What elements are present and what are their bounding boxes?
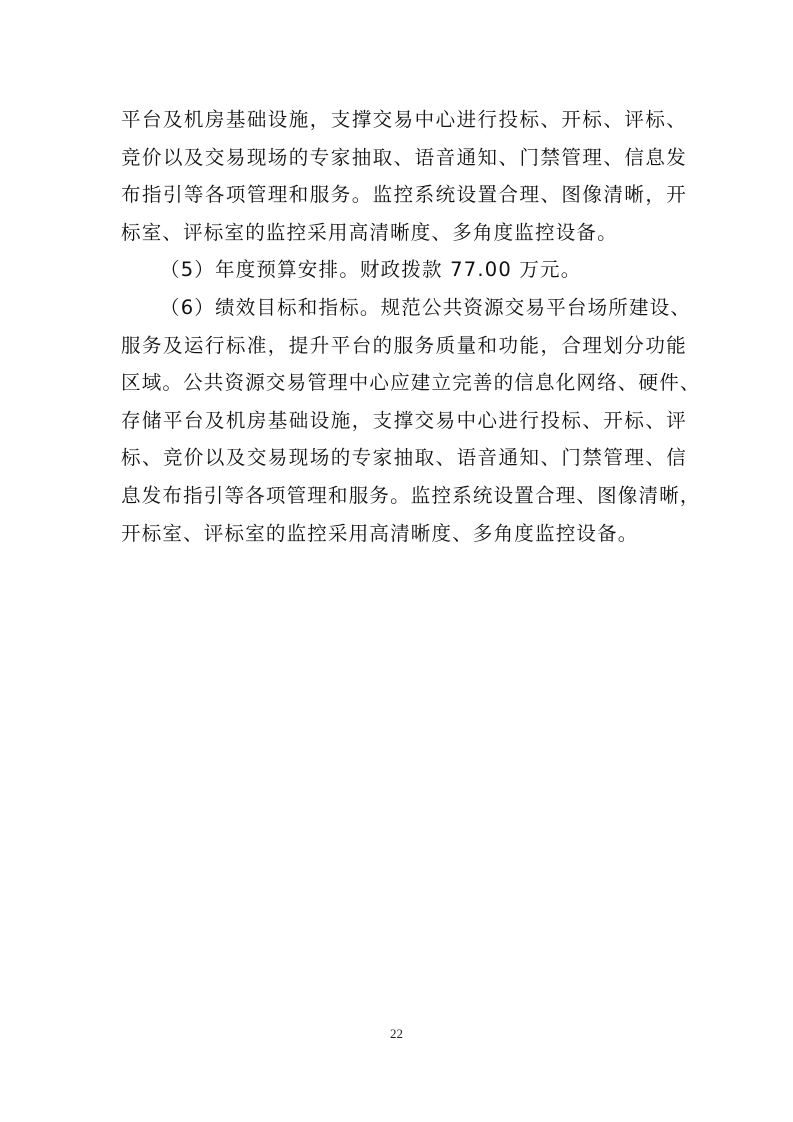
text-line-4: 标室、评标室的监控采用高清晰度、多角度监控设备。 bbox=[121, 220, 618, 244]
text-line-12: 开标室、评标室的监控采用高清晰度、多角度监控设备。 bbox=[121, 521, 639, 545]
text-line-8: 区域。公共资源交易管理中心应建立完善的信息化网络、硬件、 bbox=[121, 371, 701, 395]
page-number: 22 bbox=[390, 1026, 403, 1041]
text-line-9: 存储平台及机房基础设施，支撑交易中心进行投标、开标、评 bbox=[121, 408, 687, 432]
text-line-6: （6）绩效目标和指标。规范公共资源交易平台场所建设、 bbox=[160, 295, 692, 319]
text-line-11: 息发布指引等各项管理和服务。监控系统设置合理、图像清晰， bbox=[121, 483, 701, 507]
text-line-2: 竞价以及交易现场的专家抽取、语音通知、门禁管理、信息发 bbox=[121, 145, 687, 169]
text-line-3: 布指引等各项管理和服务。监控系统设置合理、图像清晰，开 bbox=[121, 183, 687, 207]
text-line-1: 平台及机房基础设施，支撑交易中心进行投标、开标、评标、 bbox=[121, 108, 687, 131]
text-line-10: 标、竞价以及交易现场的专家抽取、语音通知、门禁管理、信 bbox=[121, 446, 687, 470]
body-text bbox=[121, 101, 701, 552]
budget-paragraph: （5）年度预算安排。财政拨款 77.00 万元。 bbox=[160, 258, 582, 282]
text-line-7: 服务及运行标准，提升平台的服务质量和功能，合理划分功能 bbox=[121, 333, 687, 357]
